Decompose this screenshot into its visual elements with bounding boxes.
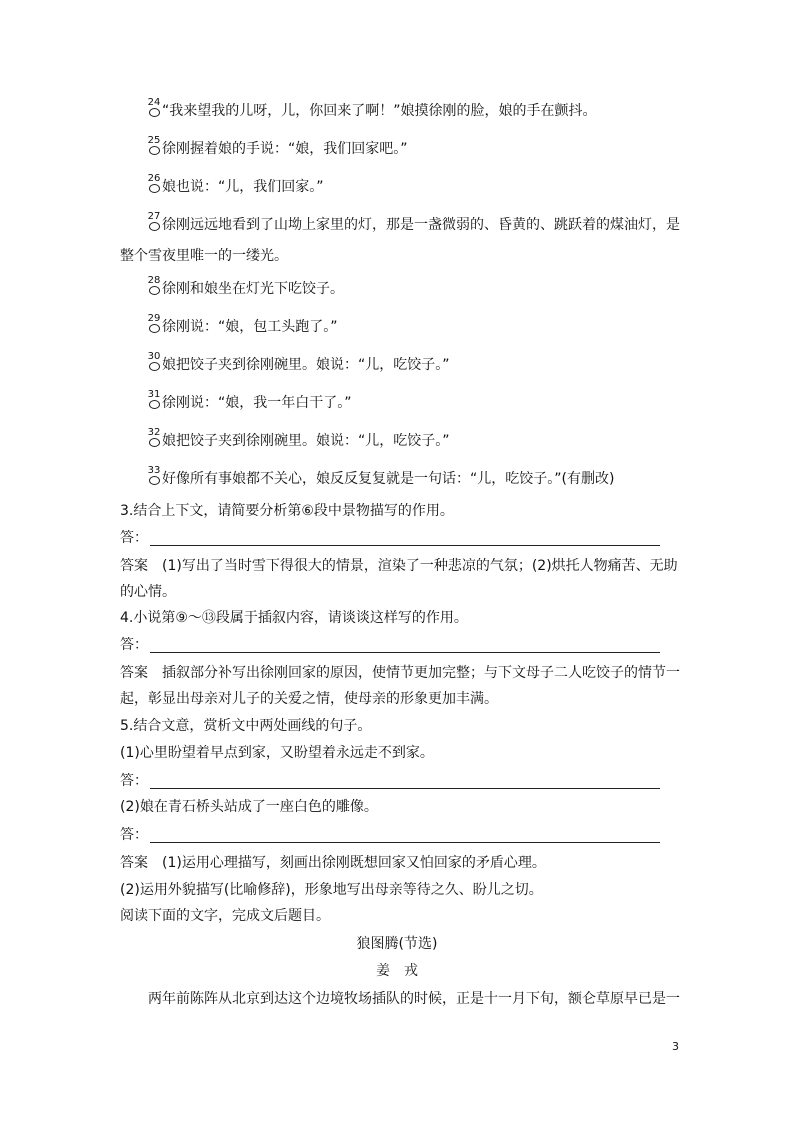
answer-label: 答： [120,773,148,789]
paragraph-number: 26 [146,174,162,193]
answer-blank-5-1[interactable] [120,771,660,791]
paragraph-number: 29 [146,314,162,333]
answer-4-line-2: 起，彰显出母亲对儿子的关爱之情，使母亲的形象更加丰满。 [120,691,498,707]
answer-5-line-2: (2)运用外貌描写(比喻修辞)，形象地写出母亲等待之久、盼儿之切。 [120,882,543,898]
paragraph-number: 27 [146,212,162,231]
paragraph-number: 33 [146,466,162,485]
answer-5-line-1: 答案 (1)运用心理描写，刻画出徐刚既想回家又怕回家的矛盾心理。 [120,855,546,871]
paragraph-continuation: 整个雪夜里唯一的一缕光。 [120,248,288,264]
article-first-line: 两年前陈阵从北京到达这个边境牧场插队的时候，正是十一月下旬，额仑草原早已是一 [148,991,680,1007]
reading-instruction: 阅读下面的文字，完成文后题目。 [120,908,330,924]
paragraph-text: 好像所有事娘都不关心，娘反反复复就是一句话：“儿，吃饺子。”(有删改) [162,471,615,487]
answer-blank-4[interactable] [120,635,660,655]
paragraph-number: 30 [146,352,162,371]
paragraph-text: 娘把饺子夹到徐刚碗里。娘说：“儿，吃饺子。” [162,357,450,373]
article-author: 姜 戎 [376,963,418,979]
paragraph-text: 徐刚握着娘的手说：“娘，我们回家吧。” [162,141,408,157]
answer-label: 答： [120,827,148,843]
paragraph-number: 31 [146,390,162,409]
answer-3-line-1: 答案 (1)写出了当时雪下得很大的情景，渲染了一种悲凉的气氛；(2)烘托人物痛苦、无助 [120,558,678,574]
paragraph-text: 徐刚和娘坐在灯光下吃饺子。 [162,281,344,297]
page-number: 3 [672,1040,679,1053]
answer-3-line-2: 的心情。 [120,584,176,600]
article-title: 狼图腾(节选) [356,936,438,952]
question-5-sub-1: (1)心里盼望着早点到家，又盼望着永远走不到家。 [120,745,434,761]
question-5-sub-2: (2)娘在青石桥头站成了一座白色的雕像。 [120,799,378,815]
paragraph-number: 24 [146,98,162,117]
answer-label: 答： [120,530,148,546]
paragraph-number: 28 [146,276,162,295]
paragraph-text: 徐刚说：“娘，包工头跑了。” [162,319,338,335]
question-3: 3.结合上下文，请简要分析第⑥段中景物描写的作用。 [120,503,454,519]
question-5: 5.结合文意，赏析文中两处画线的句子。 [120,718,372,734]
answer-blank-3[interactable] [120,528,660,548]
paragraph-text: “我来望我的儿呀，儿，你回来了啊！”娘摸徐刚的脸，娘的手在颤抖。 [162,103,597,119]
paragraph-text: 娘把饺子夹到徐刚碗里。娘说：“儿，吃饺子。” [162,433,450,449]
paragraph-text: 娘也说：“儿，我们回家。” [162,179,324,195]
answer-label: 答： [120,637,148,653]
paragraph-text: 徐刚远远地看到了山坳上家里的灯，那是一盏微弱的、昏黄的、跳跃着的煤油灯，是 [162,217,680,233]
paragraph-text: 徐刚说：“娘，我一年白干了。” [162,395,352,411]
paragraph-number: 25 [146,136,162,155]
paragraph-number: 32 [146,428,162,447]
answer-blank-5-2[interactable] [120,825,660,845]
answer-4-line-1: 答案 插叙部分补写出徐刚回家的原因，使情节更加完整；与下文母子二人吃饺子的情节一 [120,665,680,681]
question-4: 4.小说第⑨～⑬段属于插叙内容，请谈谈这样写的作用。 [120,610,468,626]
